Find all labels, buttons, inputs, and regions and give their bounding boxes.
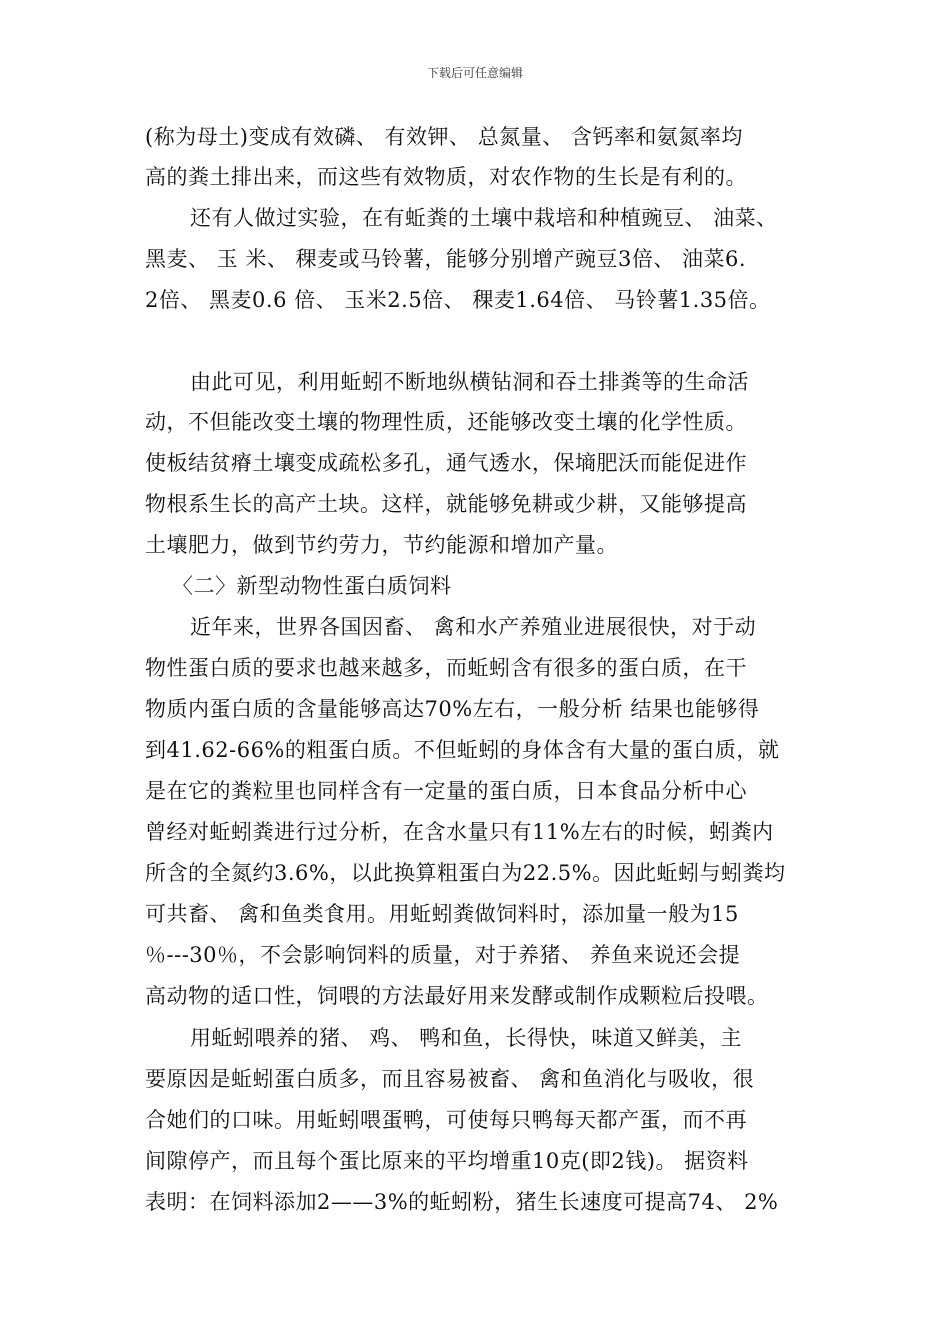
text-line: 高的粪土排出来，而这些有效物质，对农作物的生长是有利的。 bbox=[145, 165, 747, 189]
text-line: ％---30％，不会影响饲料的质量，对于养猪、 养鱼来说还会提 bbox=[145, 943, 741, 967]
text-line: 是在它的粪粒里也同样含有一定量的蛋白质，日本食品分析中心 bbox=[145, 779, 747, 803]
text-line: 合她们的口味。用蚯蚓喂蛋鸭，可使每只鸭每天都产蛋，而不再 bbox=[145, 1108, 747, 1132]
page-header: 下载后可任意编辑 bbox=[426, 66, 523, 80]
text-line: 要原因是蚯蚓蛋白质多，而且容易被畜、 禽和鱼消化与吸收，很 bbox=[145, 1067, 755, 1091]
text-line: 到41.62-66%的粗蛋白质。不但蚯蚓的身体含有大量的蛋白质，就 bbox=[145, 738, 780, 762]
text-line: 可共畜、 禽和鱼类食用。用蚯蚓粪做饲料时，添加量一般为15 bbox=[145, 902, 739, 926]
text-line: 由此可见，利用蚯蚓不断地纵横钻洞和吞土排粪等的生命活 bbox=[190, 370, 749, 394]
text-line: 间隙停产，而且每个蛋比原来的平均增重10克(即2钱)。 据资料 bbox=[145, 1149, 749, 1173]
text-line: 高动物的适口性，饲喂的方法最好用来发酵或制作成颗粒后投喂。 bbox=[145, 984, 769, 1008]
text-line: 物性蛋白质的要求也越来越多，而蚯蚓含有很多的蛋白质，在干 bbox=[145, 656, 747, 680]
text-line: 动，不但能改变土壤的物理性质，还能够改变土壤的化学性质。 bbox=[145, 410, 747, 434]
section-heading: 〈二〉新型动物性蛋白质饲料 bbox=[172, 574, 452, 598]
text-line: 还有人做过实验，在有蚯粪的土壤中栽培和种植豌豆、 油菜、 bbox=[190, 206, 778, 230]
text-line: 表明：在饲料添加2——3%的蚯蚓粉，猪生长速度可提高74、 2% bbox=[145, 1190, 779, 1214]
text-line: 2倍、 黑麦0.6 倍、 玉米2.5倍、 稞麦1.64倍、 马铃薯1.35倍。 bbox=[145, 288, 771, 312]
text-line: 所含的全氮约3.6%，以此换算粗蛋白为22.5%。因此蚯蚓与蚓粪均 bbox=[145, 861, 786, 885]
text-line: 土壤肥力，做到节约劳力，节约能源和增加产量。 bbox=[145, 533, 618, 557]
text-line: 黑麦、 玉 米、 稞麦或马铃薯，能够分别增产豌豆3倍、 油菜6. bbox=[145, 247, 747, 271]
text-line: 曾经对蚯蚓粪进行过分析，在含水量只有11%左右的时候，蚓粪内 bbox=[145, 820, 774, 844]
text-line: 物根系生长的高产土块。这样，就能够免耕或少耕，又能够提高 bbox=[145, 492, 747, 516]
text-line: 使板结贫瘠土壤变成疏松多孔，通气透水，保墒肥沃而能促进作 bbox=[145, 451, 747, 475]
text-line: (称为母土)变成有效磷、 有效钾、 总氮量、 含钙率和氨氮率均 bbox=[145, 125, 743, 149]
text-line: 近年来，世界各国因畜、 禽和水产养殖业进展很快，对于动 bbox=[190, 615, 757, 639]
text-line: 用蚯蚓喂养的猪、 鸡、 鸭和鱼，长得快，味道又鲜美，主 bbox=[190, 1026, 742, 1050]
text-line: 物质内蛋白质的含量能够高达70%左右，一般分析 结果也能够得 bbox=[145, 697, 760, 721]
